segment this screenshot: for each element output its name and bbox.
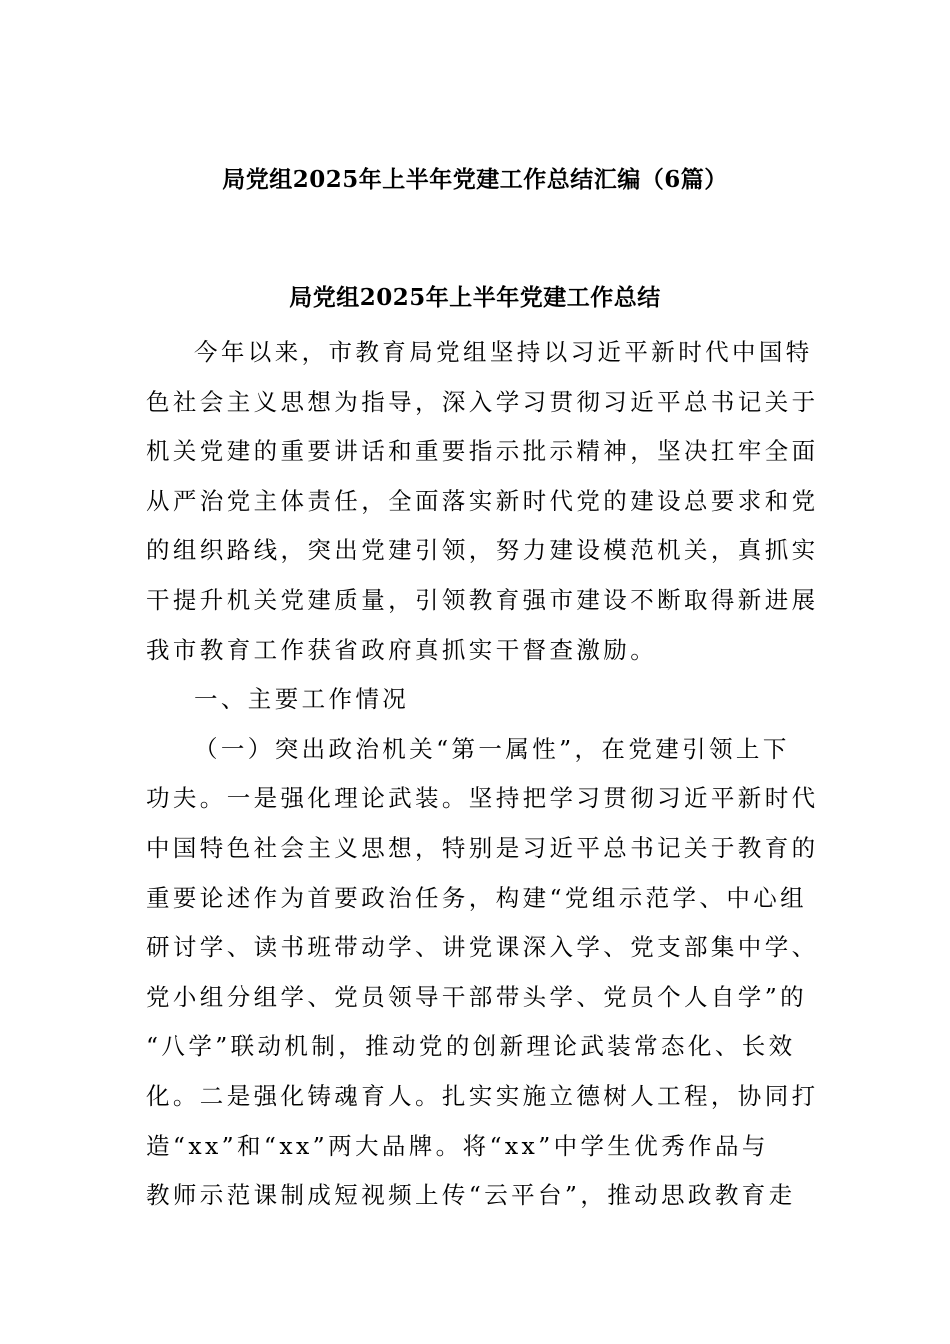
paragraph-line: 色社会主义思想为指导，深入学习贯彻习近平总书记关于 bbox=[146, 387, 819, 416]
paragraph-line: 重要论述作为首要政治任务，构建“党组示范学、中心组 bbox=[146, 883, 808, 912]
paragraph-line: 的组织路线，突出党建引领，努力建设模范机关，真抓实 bbox=[146, 536, 819, 565]
document-body bbox=[146, 328, 819, 1221]
paragraph-line: 中国特色社会主义思想，特别是习近平总书记关于教育的 bbox=[146, 833, 819, 862]
paragraph-line: 化。二是强化铸魂育人。扎实实施立德树人工程，协同打 bbox=[146, 1081, 819, 1110]
paragraph-line: 干提升机关党建质量，引领教育强市建设不断取得新进展 bbox=[146, 585, 819, 614]
section-heading: 一、主要工作情况 bbox=[194, 685, 410, 714]
paragraph-line: 教师示范课制成短视频上传“云平台”，推动思政教育走 bbox=[146, 1181, 796, 1210]
paragraph-line: 造“xx”和“xx”两大品牌。将“xx”中学生优秀作品与 bbox=[146, 1131, 769, 1160]
paragraph-line: 今年以来，市教育局党组坚持以习近平新时代中国特 bbox=[194, 338, 813, 366]
paragraph-line: 从严治党主体责任，全面落实新时代党的建设总要求和党 bbox=[146, 486, 819, 515]
paragraph-line: （一）突出政治机关“第一属性”，在党建引领上下 bbox=[194, 734, 790, 763]
paragraph-line: 我市教育工作获省政府真抓实干督查激励。 bbox=[146, 635, 658, 664]
document-main-title: 局党组2025年上半年党建工作总结汇编（6篇） bbox=[222, 166, 728, 193]
paragraph-line: “八学”联动机制，推动党的创新理论武装常态化、长效 bbox=[146, 1032, 796, 1061]
paragraph-line: 机关党建的重要讲话和重要指示批示精神，坚决扛牢全面 bbox=[146, 437, 819, 466]
paragraph-line: 功夫。一是强化理论武装。坚持把学习贯彻习近平新时代 bbox=[146, 784, 819, 813]
paragraph-line: 研讨学、读书班带动学、讲党课深入学、党支部集中学、 bbox=[146, 933, 819, 962]
paragraph-line: 党小组分组学、党员领导干部带头学、党员个人自学”的 bbox=[146, 982, 808, 1011]
section-title: 局党组2025年上半年党建工作总结 bbox=[289, 284, 661, 311]
